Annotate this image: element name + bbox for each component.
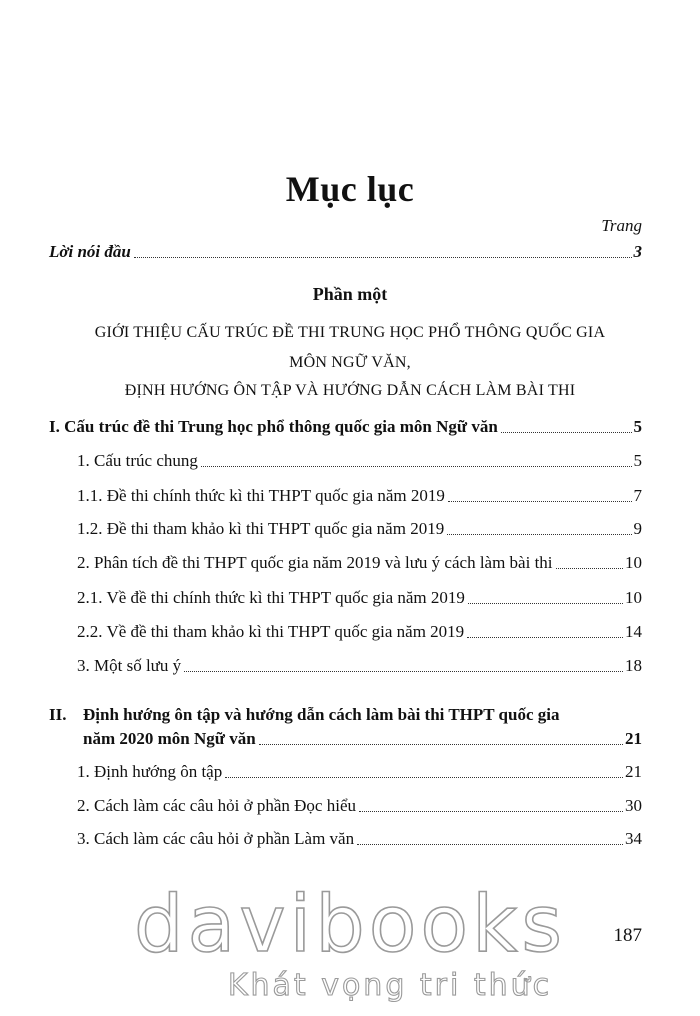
toc-entry-label: 1.2. Đề thi tham khảo kì thi THPT quốc gia năm 2019	[77, 519, 445, 538]
page-column-label: Trang	[601, 216, 642, 235]
toc-entry[interactable]	[77, 553, 642, 573]
leader-dots	[259, 744, 623, 745]
leader-dots	[556, 568, 623, 569]
toc-entry-label: 2. Cách làm các câu hỏi ở phần Đọc hiểu	[77, 796, 356, 815]
toc-entry[interactable]	[77, 588, 642, 608]
toc-entry-label: 1. Cấu trúc chung	[77, 451, 198, 470]
toc-entry[interactable]	[77, 519, 642, 539]
toc-entry-page: 18	[625, 656, 642, 675]
leader-dots	[467, 637, 623, 638]
page-title: Mục lục	[285, 169, 415, 209]
toc-entry-page: 10	[625, 553, 642, 572]
leader-dots	[359, 811, 623, 812]
toc-entry[interactable]	[77, 486, 642, 506]
toc-entry-label: 1. Định hướng ôn tập	[77, 762, 223, 781]
toc-entry[interactable]	[77, 622, 642, 642]
part-subtitle-line-3: ĐỊNH HƯỚNG ÔN TẬP VÀ HƯỚNG DẪN CÁCH LÀM BÀI THI	[124, 382, 576, 399]
part-title: Phần một	[312, 284, 388, 304]
toc-entry-label: 2.2. Về đề thi tham khảo kì thi THPT quốc gia năm 2019	[77, 622, 465, 641]
leader-dots	[501, 432, 632, 433]
toc-entry[interactable]	[77, 829, 642, 849]
toc-entry-page: 30	[625, 796, 642, 815]
watermark-slogan: Khát vọng tri thức	[227, 968, 553, 1003]
page-number: 187	[613, 925, 642, 946]
toc-entry-label: 3. Một số lưu ý	[77, 656, 182, 675]
toc-entry-label: năm 2020 môn Ngữ văn	[83, 729, 256, 748]
leader-dots	[201, 466, 632, 467]
toc-entry-label: 2. Phân tích đề thi THPT quốc gia năm 2019 và lưu ý cách làm bài thi	[77, 553, 553, 572]
toc-entry-page: 34	[625, 829, 642, 848]
part-subtitle-line-1: GIỚI THIỆU CẤU TRÚC ĐỀ THI TRUNG HỌC PHỔ THÔNG QUỐC GIA	[94, 324, 606, 341]
section-2-title-line-1: Định hướng ôn tập và hướng dẫn cách làm bài thi THPT quốc gia	[83, 705, 560, 724]
toc-entry[interactable]	[77, 762, 642, 782]
toc-entry-page: 10	[625, 588, 642, 607]
toc-entry[interactable]	[77, 796, 642, 816]
toc-entry-label: I. Cấu trúc đề thi Trung học phổ thông quốc gia môn Ngữ văn	[49, 417, 498, 436]
leader-dots	[134, 257, 632, 258]
leader-dots	[447, 534, 631, 535]
toc-entry[interactable]	[77, 451, 642, 471]
toc-entry-label: 3. Cách làm các câu hỏi ở phần Làm văn	[77, 829, 355, 848]
toc-entry-section-2[interactable]	[83, 729, 642, 749]
toc-section-2-heading	[49, 705, 559, 725]
toc-entry-page: 3	[633, 242, 642, 261]
toc-entry-label: 1.1. Đề thi chính thức kì thi THPT quốc gia năm 2019	[77, 486, 445, 505]
toc-entry-page: 5	[633, 417, 642, 436]
toc-entry-foreword[interactable]	[49, 242, 642, 262]
leader-dots	[184, 671, 623, 672]
leader-dots	[448, 501, 632, 502]
toc-entry-label: 2.1. Về đề thi chính thức kì thi THPT quốc gia năm 2019	[77, 588, 465, 607]
leader-dots	[225, 777, 623, 778]
toc-entry-page: 21	[625, 762, 642, 781]
leader-dots	[357, 844, 623, 845]
toc-entry-page: 7	[633, 486, 642, 505]
toc-entry-page: 21	[625, 729, 642, 748]
toc-entry-page: 9	[633, 519, 642, 538]
leader-dots	[468, 603, 623, 604]
toc-entry-label: Lời nói đầu	[49, 242, 131, 261]
part-subtitle-line-2: MÔN NGỮ VĂN,	[289, 354, 411, 371]
watermark-brand: davibooks	[134, 880, 566, 970]
toc-entry-section-1[interactable]	[49, 417, 642, 437]
toc-entry-page: 5	[633, 451, 642, 470]
section-number: II.	[49, 705, 67, 724]
toc-entry[interactable]	[77, 656, 642, 676]
toc-entry-page: 14	[625, 622, 642, 641]
